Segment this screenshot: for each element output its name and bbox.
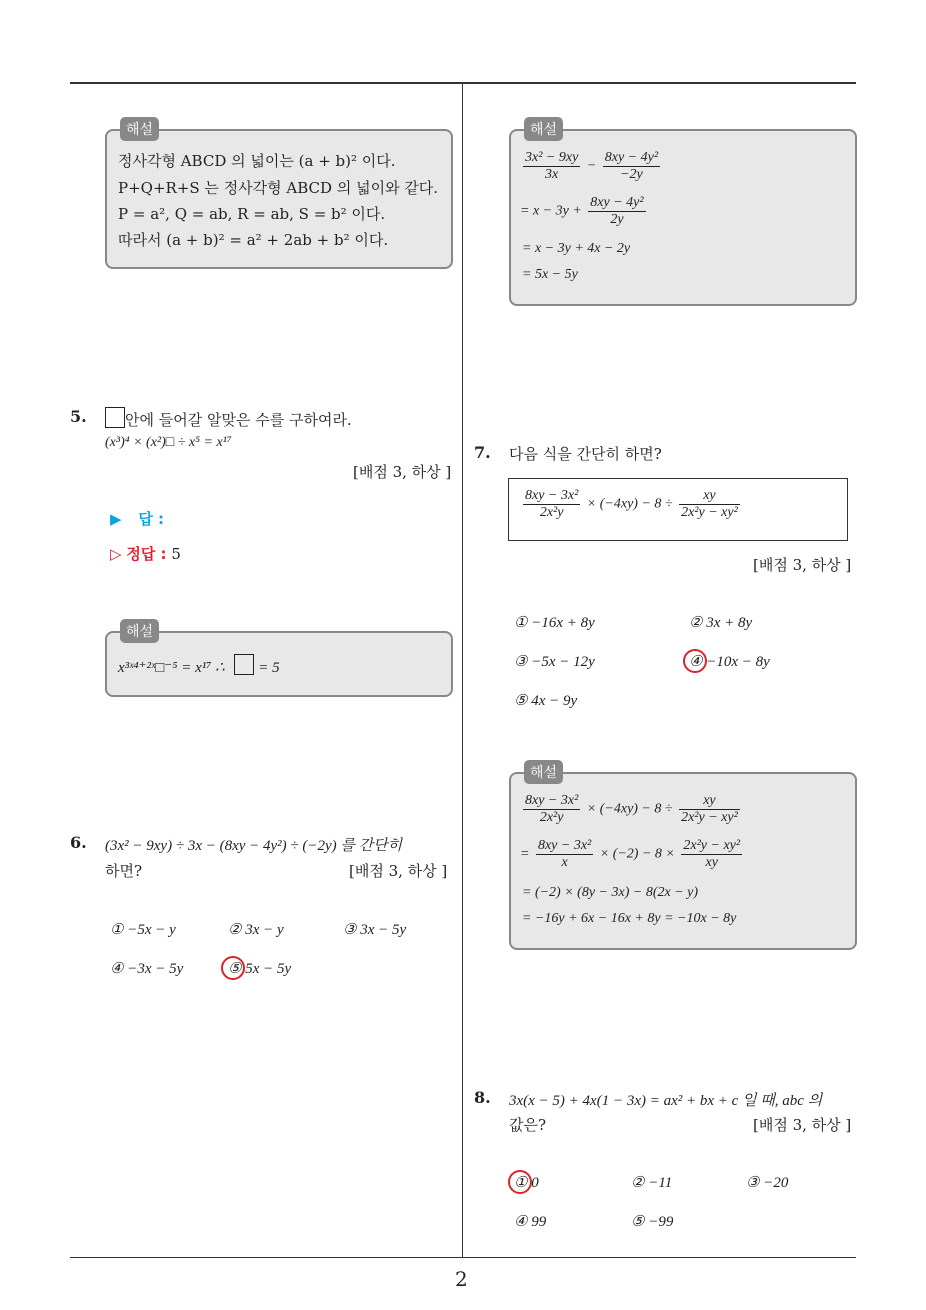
column-divider [462,83,463,1258]
q6-choice-2[interactable]: ② 3x − y [228,922,284,938]
question-8-number: 8. [474,1088,491,1107]
solution-tag: 해설 [524,760,563,784]
answer-label: 답 : [138,510,165,528]
selected-answer-mark [683,649,707,673]
solution-tag: 해설 [524,117,563,141]
sol4-line1: 정사각형 ABCD 의 넓이는 (a + b)² 이다. [118,152,396,170]
sol4-line4: 따라서 (a + b)² = a² + 2ab + b² 이다. [118,231,389,249]
blank-box [234,654,254,675]
question-6-text-line2: 하면? [105,862,143,880]
correct-label: 정답 : [126,545,167,563]
question-5-text: 안에 들어갈 알맞은 수를 구하여라. [105,407,352,430]
sol7-line4: = −16y + 6x − 16x + 8y = −10x − 8y [522,911,737,926]
blank-box [105,407,125,428]
sol7-line1: $\frac{\text{8xy − 3x²}}{\text{2x²y}}$ × (−4xy) − 8 ÷ $\frac{xy}{\text{2x²y − xy²}}$ [525,793,738,825]
q7-choice-3[interactable]: ③ −5x − 12y [514,654,595,670]
question-7-number: 7. [474,443,491,462]
bottom-rule [70,1257,856,1258]
question-5-score: [배점 3, 하상 ] [353,463,452,481]
question-6-number: 6. [70,833,87,852]
q7-choice-1[interactable]: ① −16x + 8y [514,615,595,631]
question-8-text-line1: 3x(x − 5) + 4x(1 − 3x) = ax² + bx + c 일 때, abc 의 [509,1093,823,1109]
sol4-line3: P = a², Q = ab, R = ab, S = b² 이다. [118,205,386,223]
selected-answer-mark [221,956,245,980]
question-6-score: [배점 3, 하상 ] [349,862,448,880]
page-number: 2 [455,1267,468,1291]
answer-arrow-icon: ▶ [110,510,122,528]
q8-choice-5[interactable]: ⑤ −99 [631,1214,674,1230]
q8-choice-2[interactable]: ② −11 [631,1175,673,1191]
question-8-text-line2: 값은? [509,1116,547,1134]
sol6-line4: = 5x − 5y [522,267,578,282]
sol6-line3: = x − 3y + 4x − 2y [522,241,631,256]
q8-choice-4[interactable]: ④ 99 [514,1214,547,1230]
question-5-number: 5. [70,407,87,426]
sol5-expression: x³ˣ⁴⁺²ˣ□⁻⁵ = x¹⁷ ∴ = 5 [118,654,280,677]
correct-answer-row [110,543,181,564]
question-6-text-line1: (3x² − 9xy) ÷ 3x − (8xy − 4y²) ÷ (−2y) 를 간단히 [105,838,403,854]
q6-choice-1[interactable]: ① −5x − y [110,922,176,938]
question-5-expression: (x³)⁴ × (x²)□ ÷ x⁵ = x¹⁷ [105,435,232,450]
q6-choice-4[interactable]: ④ −3x − 5y [110,961,184,977]
sol6-line2: = x − 3y + $\frac{\text{8xy − 4y²}}{2y}$ [520,195,644,227]
sol7-line2: = $\frac{\text{8xy − 3x²}}{x}$ × (−2) − 8 × $\frac{\text{2x²y − xy²}}{xy}$ [520,838,741,870]
top-rule [70,82,856,84]
q7-choice-4[interactable]: ④ −10x − 8y [689,654,770,670]
answer-row [110,508,164,529]
sol6-line1: $\frac{\text{3x² − 9xy}}{3x}$ − $\frac{\text{8xy − 4y²}}{-2y}$ [525,150,659,182]
q8-choice-3[interactable]: ③ −20 [746,1175,789,1191]
solution-tag: 해설 [120,619,159,643]
q7-choice-2[interactable]: ② 3x + 8y [689,615,753,631]
solution-tag: 해설 [120,117,159,141]
question-7-text: 다음 식을 간단히 하면? [509,445,662,463]
q6-choice-5[interactable]: ⑤ 5x − 5y [228,961,292,977]
q8-choice-1[interactable]: ① 0 [514,1175,539,1191]
sol7-line3: = (−2) × (8y − 3x) − 8(2x − y) [522,885,699,900]
q6-choice-3[interactable]: ③ 3x − 5y [343,922,407,938]
sol4-line2: P+Q+R+S 는 정사각형 ABCD 의 넓이와 같다. [118,179,439,197]
selected-answer-mark [508,1170,532,1194]
correct-arrow-icon: ▷ [110,545,122,563]
question-7-score: [배점 3, 하상 ] [753,556,852,574]
question-7-expression: $\frac{\text{8xy − 3x²}}{\text{2x²y}}$ × (−4xy) − 8 ÷ $\frac{xy}{\text{2x²y − xy²}}$ [525,488,738,520]
q7-choice-5[interactable]: ⑤ 4x − 9y [514,693,578,709]
correct-value: 5 [171,545,181,563]
question-8-score: [배점 3, 하상 ] [753,1116,852,1134]
